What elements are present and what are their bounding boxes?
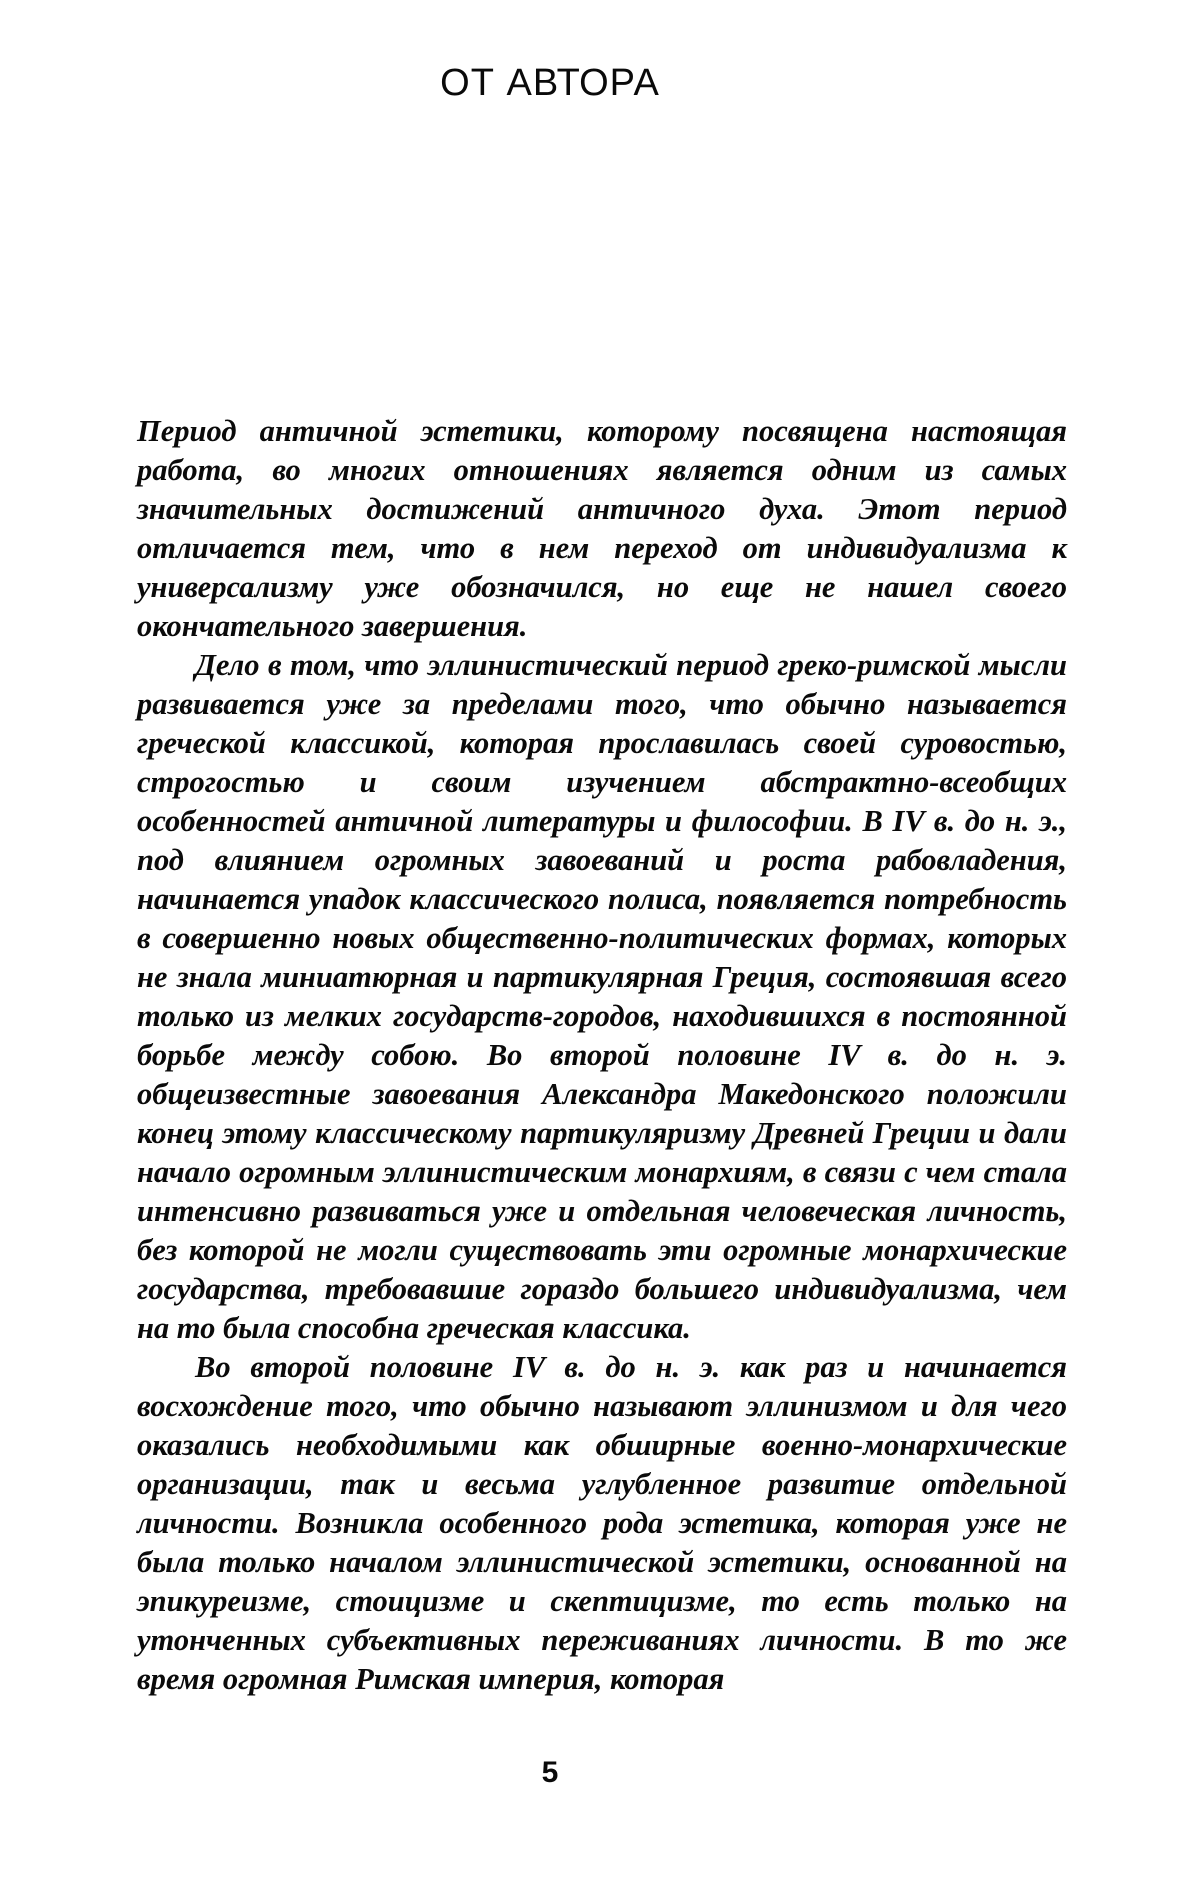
chapter-title: ОТ АВТОРА xyxy=(440,62,660,104)
paragraph-1: Период античной эстетики, которому посвящена настоящая работа, во многих отношениях является одним из самых значительных достижений античного духа. Этот период отличается тем, что в нем переход от индивидуализма к универсализму уже обозначился, но еще не нашел своего окончательного завершения. xyxy=(137,414,1067,643)
paragraph-3: Во второй половине IV в. до н. э. как раз и начинается восхождение того, что обычно называют эллинизмом и для чего оказались необходимыми как обширные военно-монархические организации, так и весьма углубленное развитие отдельной личности. Возникла особенного рода эстетика, которая уже не была только началом эллинистической эстетики, основанной на эпикуреизме, стоицизме и скептицизме, то есть только на утонченных субъективных переживаниях личности. В то же время огромная Римская империя, которая xyxy=(137,1350,1067,1696)
page-number: 5 xyxy=(541,1756,559,1789)
paragraph-2: Дело в том, что эллинистический период греко-римской мысли развивается уже за пределами того, что обычно называется греческой классикой, которая прославилась своей суровостью, строгостью и своим изучением абстрактно-всеобщих особенностей античной литературы и философии. В IV в. до н. э., под влиянием огромных завоеваний и роста рабовладения, начинается упадок классического полиса, появляется потребность в совершенно новых общественно-политических формах, которых не знала миниатюрная и партикулярная Греция, состоявшая всего только из мелких государств-городов, находившихся в постоянной борьбе между собою. Во второй половине IV в. до н. э. общеизвестные завоевания Александра Македонского положили конец этому классическому партикуляризму Древней Греции и дали начало огромным эллинистическим монархиям, в связи с чем стала интенсивно развиваться уже и отдельная человеческая личность, без которой не могли существовать эти огромные монархические государства, требовавшие гораздо большего индивидуализма, чем на то была способна греческая классика. xyxy=(137,648,1067,1345)
body-text xyxy=(137,412,1067,1699)
